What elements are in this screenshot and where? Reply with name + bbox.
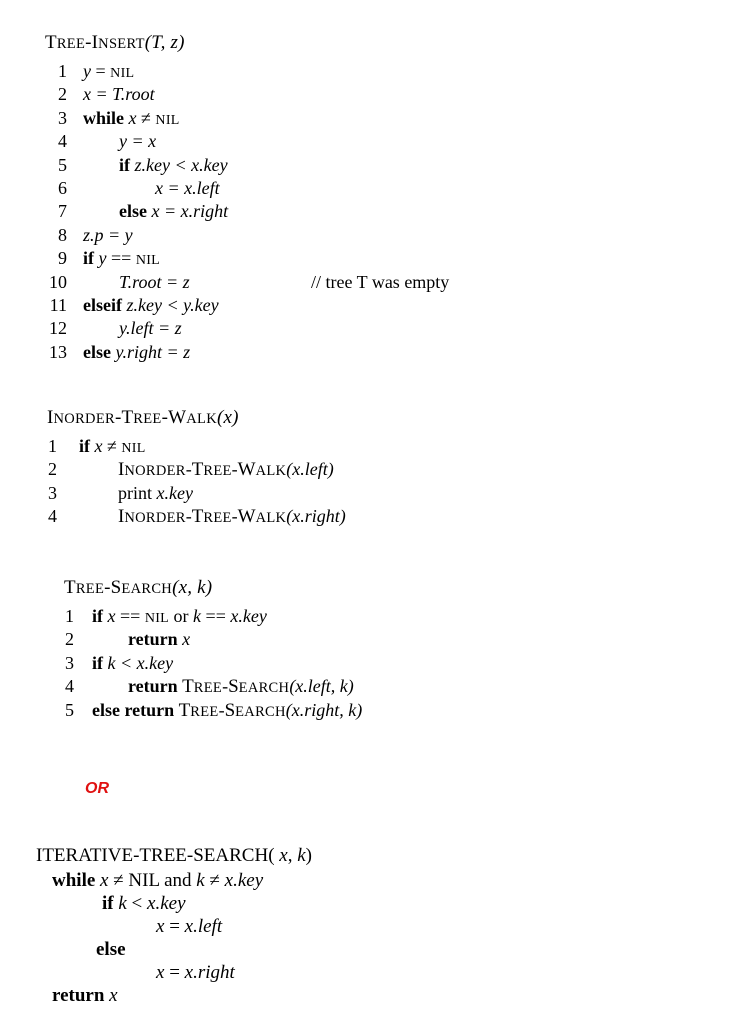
- code-line: if k < x.key: [102, 893, 186, 914]
- code-line: 8 z.p = y: [58, 224, 133, 245]
- code-line: 11 elseif z.key < y.key: [49, 294, 219, 315]
- code-line: return x: [52, 985, 118, 1006]
- code-line: 3 print x.key: [48, 482, 193, 503]
- code-line: 9 if y == NIL: [58, 248, 161, 269]
- tree-search-procedure: [64, 576, 484, 722]
- code-line: 6 x = x.left: [58, 177, 220, 198]
- iterative-tree-search-procedure: [36, 845, 456, 1015]
- code-line: x = x.right: [156, 962, 235, 983]
- or-label: OR: [85, 780, 109, 797]
- code-line: 1 if x ≠ NIL: [48, 436, 146, 456]
- code-line: 3 while x ≠ NIL: [58, 107, 180, 128]
- inorder-tree-walk-procedure: [47, 406, 467, 529]
- tree-insert-procedure: [45, 31, 465, 364]
- code-line: 2 return x: [65, 629, 191, 650]
- code-line: 2 x = T.root: [58, 84, 155, 105]
- code-line: 13 else y.right = z: [49, 341, 191, 362]
- code-line: 4 y = x: [58, 131, 157, 152]
- code-line: 10 T.root = z // tree T was empty: [45, 271, 465, 294]
- code-line: 4 return TREE-SEARCH(x.left, k): [65, 676, 354, 698]
- tree-insert-title: TREE-INSERT(T, z): [45, 32, 185, 53]
- code-line: while x ≠ NIL and k ≠ x.key: [52, 870, 264, 891]
- code-line: 5 if z.key < x.key: [58, 154, 228, 175]
- code-line: x = x.left: [156, 916, 223, 937]
- code-line: 1 y = NIL: [58, 61, 135, 81]
- code-line: 5 else return TREE-SEARCH(x.right, k): [65, 699, 363, 721]
- iterative-title: ITERATIVE-TREE-SEARCH( x, k): [36, 845, 312, 866]
- code-line: 3 if k < x.key: [65, 652, 174, 673]
- code-line: 1 if x == NIL or k == x.key: [65, 606, 267, 626]
- tree-search-title: TREE-SEARCH(x, k): [64, 577, 213, 598]
- code-line: 2 INORDER-TREE-WALK(x.left): [48, 459, 334, 481]
- code-line: else: [96, 939, 126, 960]
- code-line: 4 INORDER-TREE-WALK(x.right): [48, 506, 346, 528]
- code-line: 12 y.left = z: [49, 318, 182, 339]
- code-line: 7 else x = x.right: [58, 201, 229, 222]
- code-comment: // tree T was empty: [311, 271, 450, 292]
- inorder-title: INORDER-TREE-WALK(x): [47, 407, 239, 428]
